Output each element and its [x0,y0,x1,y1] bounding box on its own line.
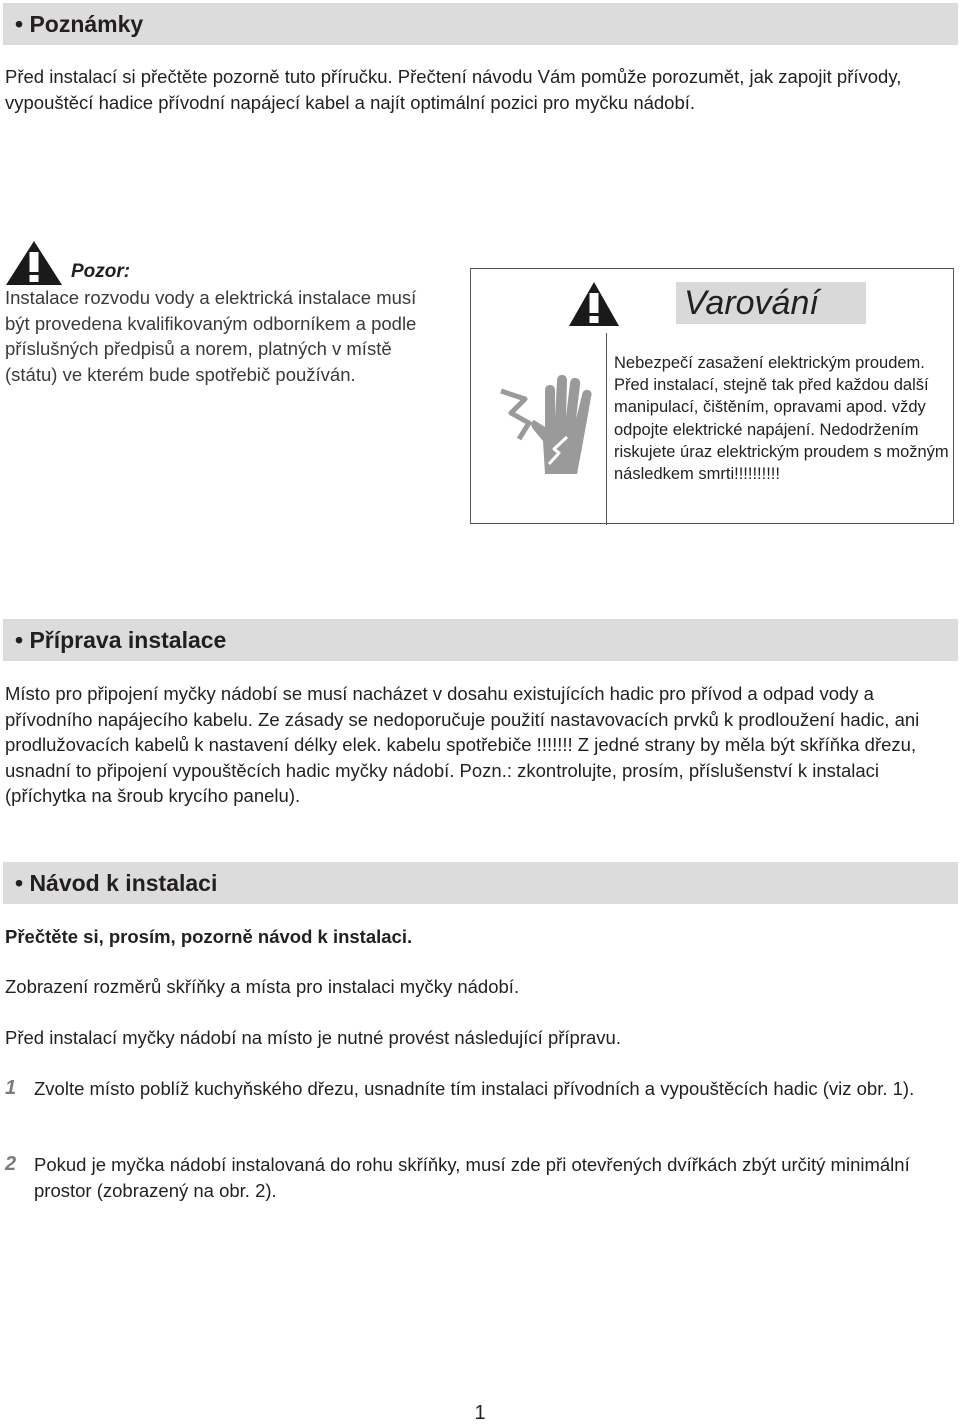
warning-triangle-icon [5,240,63,286]
warning-triangle-icon [568,281,620,327]
step-number: 1 [5,1077,17,1099]
varovani-title: Varování [684,284,819,322]
list-item [5,1076,950,1102]
varovani-box [470,268,954,524]
section-heading: • Poznámky [15,11,144,37]
box-divider [606,333,607,525]
step-text: Pokud je myčka nádobí instalovaná do rohu skříňky, musí zde při otevřených dvířkách zbýt určitý minimální prostor (zobrazený na obr. 2). [34,1154,910,1201]
section-header-priprava [3,619,958,661]
list-item [5,1152,950,1203]
pozor-body: Instalace rozvodu vody a elektrická instalace musí být provedena kvalifikovaným odborníkem a podle příslušných předpisů a norem, platných v místě (státu) ve kterém bude spotřebič používán. [5,287,417,385]
section-header-poznamky [3,3,958,45]
pozor-title: Pozor: [71,261,131,282]
electric-shock-hand-icon [483,369,601,479]
section-heading: • Příprava instalace [15,627,227,653]
section-header-navod [3,862,958,904]
step-number: 2 [5,1153,17,1175]
navod-line-2: Zobrazení rozměrů skříňky a místa pro instalaci myčky nádobí. [5,976,520,997]
page-number: 1 [474,1402,486,1424]
navod-bold-line: Přečtěte si, prosím, pozorně návod k instalaci. [5,926,413,947]
section-heading: • Návod k instalaci [15,870,218,896]
varovani-title-box [676,282,866,324]
intro-paragraph: Před instalací si přečtěte pozorně tuto příručku. Přečtení návodu Vám pomůže porozumět, jak zapojit přívody, vypouštěcí hadice přívodní napájecí kabel a najít optimální pozici pro myčku nádobí. [5,66,902,113]
priprava-paragraph: Místo pro připojení myčky nádobí se musí nacházet v dosahu existujících hadic pro přívod a odpad vody a přívodního napájecího kabelu. Ze zásady se nedoporučuje použití nastavovacích prvků k prodloužení hadic, ani prodlužovacích kabelů k nastavení délky elek. kabelu spotřebiče !!!!!!! Z jedné strany by měla být skříňka dřezu, usnadní to připojení vypouštěcích hadic myčky nádobí. Pozn.: zkontrolujte, prosím, příslušenství k instalaci (příchytka na šroub krycího panelu). [5,683,920,806]
varovani-body: Nebezpečí zasažení elektrickým proudem. Před instalací, stejně tak před každou další manipulací, čištěním, opravami apod. vždy odpojte elektrické napájení. Nedodržením riskujete úraz elektrickým proudem s možným následkem smrti!!!!!!!!!! [614,354,949,484]
step-text: Zvolte místo poblíž kuchyňského dřezu, usnadníte tím instalaci přívodních a vypouštěcích hadic (viz obr. 1). [34,1078,915,1099]
navod-line-3: Před instalací myčky nádobí na místo je nutné provést následující přípravu. [5,1027,621,1048]
